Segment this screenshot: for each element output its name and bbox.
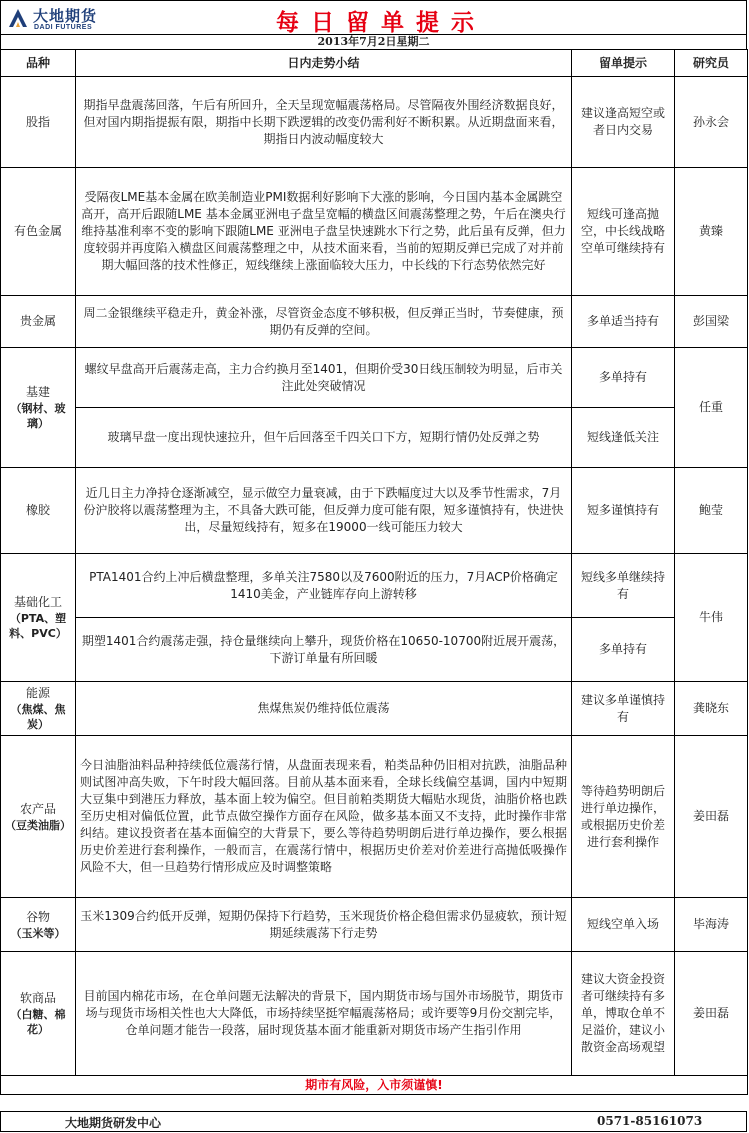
report-date: 2013年7月2日星期二 <box>0 34 747 50</box>
category-label: 软商品 <box>19 991 56 1005</box>
category-cell <box>1 348 76 468</box>
researcher-cell: 毕海涛 <box>675 898 748 952</box>
researcher-cell: 姜田磊 <box>675 736 748 898</box>
table-row <box>1 554 748 618</box>
researcher-cell: 黄臻 <box>675 168 748 296</box>
advice-cell: 短线逢低关注 <box>572 408 675 468</box>
category-sublabel: （豆类油脂） <box>5 818 71 832</box>
table-row <box>1 736 748 898</box>
researcher-cell: 任重 <box>675 348 748 468</box>
category-cell: 橡胶 <box>1 468 76 554</box>
category-cell <box>1 898 76 952</box>
column-header-researcher: 研究员 <box>675 50 748 77</box>
category-label: 基础化工 <box>13 595 62 609</box>
category-label: 谷物 <box>25 909 50 924</box>
summary-cell: PTA1401合约上冲后横盘整理，多单关注7580以及7600附近的压力，7月ACP价格确定1410美金，产业链库存向上游转移 <box>76 554 572 618</box>
warning-row <box>1 1076 748 1095</box>
category-cell: 贵金属 <box>1 296 76 348</box>
advice-cell: 建议多单谨慎持有 <box>572 682 675 736</box>
advice-cell: 短线多单继续持有 <box>572 554 675 618</box>
advice-cell: 多单适当持有 <box>572 296 675 348</box>
researcher-cell: 龚晓东 <box>675 682 748 736</box>
contact-phone: 0571-85161073 <box>597 1114 703 1128</box>
advice-cell: 短线可逢高抛空，中长线战略空单可继续持有 <box>572 168 675 296</box>
summary-cell: 受隔夜LME基本金属在欧美制造业PMI数据利好影响下大涨的影响，今日国内基本金属跳空高开，高开后跟随LME 基本金属亚洲电子盘呈宽幅的横盘区间震荡整理之势，午后在澳央行维持基准利率不变的影响下跟随LME 亚洲电子盘呈快速跳水下行之势，此后虽有反弹，但力度较弱并再度陷入横盘区间震荡整理之中，从技术面来看，当前的短期反弹已完成了对并前期大幅回落的技术性修正，短线继续上涨面临较大压力，中长线的下行态势依然完好 <box>76 168 572 296</box>
category-sublabel: （白糖、棉花） <box>10 1008 66 1036</box>
header <box>0 0 747 34</box>
category-sublabel: （焦煤、焦炭） <box>10 703 66 731</box>
table-row <box>1 618 748 682</box>
dadi-logo-icon <box>7 7 29 29</box>
table-row <box>1 348 748 408</box>
summary-cell: 玻璃早盘一度出现快速拉升，但午后回落至千四关口下方，短期行情仍处反弹之势 <box>76 408 572 468</box>
table-row <box>1 952 748 1076</box>
advice-cell: 建议大资金投资者可继续持有多单，博取仓单不足溢价，建议小散资金高场观望 <box>572 952 675 1076</box>
daily-table <box>0 49 748 1095</box>
advice-cell: 短多谨慎持有 <box>572 468 675 554</box>
research-center-label: 大地期货研发中心 <box>65 1116 162 1130</box>
advice-cell: 等待趋势明朗后进行单边操作，或根据历史价差进行套利操作 <box>572 736 675 898</box>
researcher-cell: 彭国梁 <box>675 296 748 348</box>
table-row <box>1 296 748 348</box>
logo-text: 大地期货 <box>33 7 98 25</box>
table-row <box>1 168 748 296</box>
column-header-summary: 日内走势小结 <box>76 50 572 77</box>
table-row <box>1 77 748 168</box>
table-row <box>1 468 748 554</box>
advice-cell: 多单持有 <box>572 618 675 682</box>
table-row <box>1 898 748 952</box>
footer <box>0 1111 747 1132</box>
table-row <box>1 682 748 736</box>
advice-cell: 短线空单入场 <box>572 898 675 952</box>
category-cell: 股指 <box>1 77 76 168</box>
logo-subtext: DADI FUTURES <box>34 24 93 31</box>
summary-cell: 周二金银继续平稳走升，黄金补涨，尽管资金态度不够积极，但反弹正当时，节奏健康，预期仍有反弹的空间。 <box>76 296 572 348</box>
category-label: 基建 <box>25 385 50 399</box>
logo <box>7 5 137 33</box>
summary-cell: 期塑1401合约震荡走强，持仓量继续向上攀升，现货价格在10650-10700附近展开震荡，下游订单量有所回暖 <box>76 618 572 682</box>
category-cell <box>1 952 76 1076</box>
column-header-advice: 留单提示 <box>572 50 675 77</box>
researcher-cell: 鲍莹 <box>675 468 748 554</box>
summary-cell: 螺纹早盘高开后震荡走高，主力合约换月至1401，但期价受30日线压制较为明显，后市关注此处突破情况 <box>76 348 572 408</box>
category-sublabel: （玉米等） <box>10 926 66 940</box>
summary-cell: 今日油脂油料品种持续低位震荡行情，从盘面表现来看，粕类品种仍旧相对抗跌，油脂品种则试图冲高失败，下午时段大幅回落。目前从基本面来看，全球长线偏空基调，国内中短期大豆集中到港压力释放，基本面上较为偏空。但目前粕类期货大幅贴水现货，油脂价格也跌至历史相对偏低位置，此节点做空操作方面存在风险，做多基本面又不支持，此时操作非常纠结。建议投资者在基本面偏空的大背景下，要么等待趋势明朗后进行单边操作，要么根据历史价差进行套利操作，一般而言，在震荡行情中，根据历史价差对价差进行高抛低吸操作风险不大，但一旦趋势行情形成应及时调整策略 <box>76 736 572 898</box>
category-label: 农产品 <box>19 801 56 816</box>
researcher-cell: 牛伟 <box>675 554 748 682</box>
advice-cell: 建议逢高短空或者日内交易 <box>572 77 675 168</box>
summary-cell: 玉米1309合约低开反弹，短期仍保持下行趋势，玉米现货价格企稳但需求仍显疲软，预计短期延续震荡下行走势 <box>76 898 572 952</box>
category-cell <box>1 554 76 682</box>
category-cell: 有色金属 <box>1 168 76 296</box>
category-cell <box>1 736 76 898</box>
researcher-cell: 姜田磊 <box>675 952 748 1076</box>
category-cell <box>1 682 76 736</box>
category-label: 能源 <box>25 686 50 700</box>
column-header-category: 品种 <box>1 50 76 77</box>
category-sublabel: （钢材、玻璃） <box>10 402 66 430</box>
category-sublabel: （PTA、塑料、PVC） <box>9 612 67 640</box>
risk-warning: 期市有风险，入市须谨慎! <box>1 1076 748 1095</box>
table-header-row <box>1 50 748 77</box>
advice-cell: 多单持有 <box>572 348 675 408</box>
table-row <box>1 408 748 468</box>
summary-cell: 目前国内棉花市场，在仓单问题无法解决的背景下，国内期货市场与国外市场脱节，期货市场与现货市场相关性也大大降低，市场持续坚挺窄幅震荡格局；或许要等9月份交割完毕，仓单问题才能告一段落，届时现货基本面才能重新对期货市场产生指引作用 <box>76 952 572 1076</box>
summary-cell: 期指早盘震荡回落，午后有所回升，全天呈现宽幅震荡格局。尽管隔夜外围经济数据良好，但对国内期指提振有限，期指中长期下跌逻辑的改变仍需利好不断积累。从近期盘面来看，期指日内波动幅度较大 <box>76 77 572 168</box>
researcher-cell: 孙永会 <box>675 77 748 168</box>
summary-cell: 焦煤焦炭仍维持低位震荡 <box>76 682 572 736</box>
page-title: 每日留单提示 <box>276 9 486 36</box>
summary-cell: 近几日主力净持仓逐渐减空，显示做空力量衰减，由于下跌幅度过大以及季节性需求，7月份沪胶将以震荡整理为主，不具备大跌可能，但反弹力度可能有限，短多谨慎持有，快进快出，尽量短线持有，短多在19000一线可能压力较大 <box>76 468 572 554</box>
